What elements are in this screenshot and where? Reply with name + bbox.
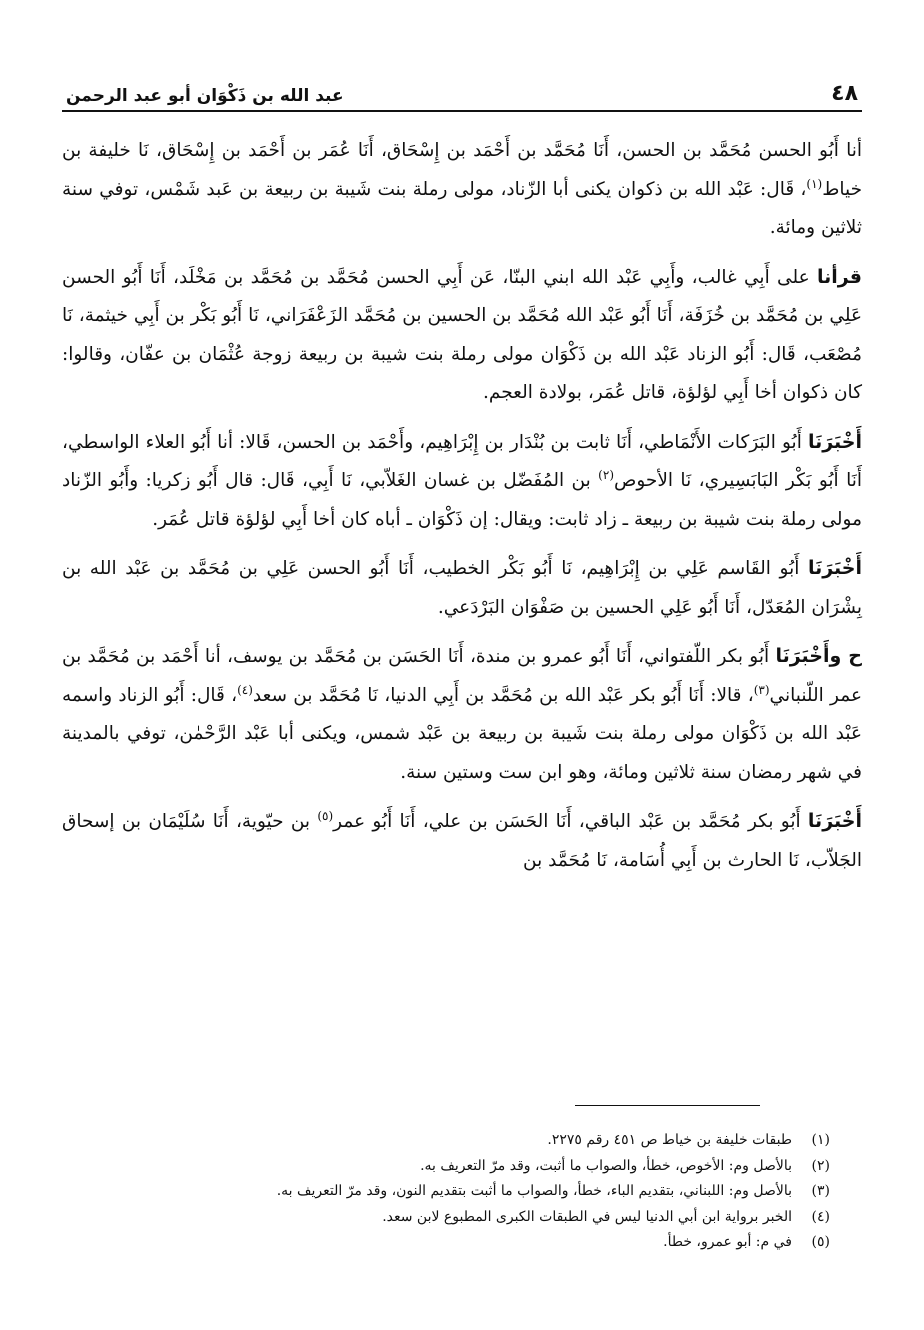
footnote-divider [575,1105,760,1106]
isnad-lead-word: أَخْبَرَنَا [807,557,862,579]
footnotes [110,1128,830,1256]
footnote-ref-4[interactable]: (٤) [237,682,253,697]
paragraph-text: أنا أَبُو الحسن مُحَمَّد بن الحسن، أَنَا مُحَمَّد بن أَحْمَد بن إِسْحَاق، أَنَا عُمَر بن أَحْمَد بن إِسْحَاق، نَا خليفة بن خياط [62,140,862,200]
paragraph-5 [62,637,862,792]
paragraph-text: ، قَال: أَبُو الزناد واسمه عَبْد الله بن ذَكْوَان مولى رملة بنت شَيبة بن ربيعة بن عَبْد شمس، ويكنى أبا عَبْد الرَّحْمٰن، توفي بالمدينة في شهر رمضان سنة ثلاثين ومائة، وهو ابن ست وستين سنة. [62,684,862,783]
footnote-text: بالأصل وم: اللبناني، بتقديم الباء، خطأ، والصواب ما أثبت بتقديم النون، وقد مرّ التعريف به. [276,1183,792,1199]
paragraph-text: بن حيّوية، أَنَا سُلَيْمَان بن إسحاق الجَلاّب، نَا الحارث بن أَبِي أُسَامة، نَا مُحَمَّد بن [62,811,862,871]
isnad-lead-word: أَخْبَرَنَا [807,810,862,832]
isnad-lead-word: قرأنا [816,265,862,288]
footnote-ref-2[interactable]: (٢) [598,467,614,482]
footnote-number: (٤) [811,1208,830,1225]
paragraph-text: ، قالا: أَنَا أَبُو بكر عَبْد الله بن مُحَمَّد بن أَبِي الدنيا، نَا مُحَمَّد بن سعد [252,684,754,706]
footnote-ref-5[interactable]: (٥) [317,808,334,823]
footnote-text: بالأصل وم: الأخوص، خطأ، والصواب ما أثبت، وقد مرّ التعريف به. [420,1157,792,1174]
book-page [62,70,862,890]
running-title: عبد الله بن ذَكْوَان أبو عبد الرحمن [66,86,344,106]
paragraph-text: على أَبِي غالب، وأَبِي عَبْد الله ابني البنّا، عَن أَبِي الحسن مُحَمَّد بن مُحَمَّد بن مَخْلَد، أَنَا أَبُو الحسن عَلِي بن مُحَمَّد بن خُزَفَة، أَنَا أَبُو عَبْد الله مُحَمَّد بن الحسين بن مُحَمَّد الزَعْفَرَاني، نَا أَبُو بَكْر بن أَبِي خيثمة، نَا مُصْعَب، قَال: أَبُو الزناد عَبْد الله بن ذَكْوَان مولى رملة بنت شيبة بن ربيعة زوجة عُثْمَان بن عفّان، وقالوا: كان ذكوان أخا أَبِي لؤلؤة، قاتل عُمَر، بولادة العجم. [62,266,862,403]
footnote-text: في م: أبو عمرو، خطأ. [663,1234,792,1250]
footnote-number: (٣) [811,1183,830,1199]
footnote-4 [110,1205,830,1231]
footnote-5 [110,1230,830,1256]
paragraph-text: أَبُو بكر مُحَمَّد بن عَبْد الباقي، أَنَا الحَسَن بن علي، أَنَا أَبُو عمر [333,811,808,832]
footnote-ref-1[interactable]: (١) [806,176,823,191]
paragraph-4 [62,549,862,627]
footnote-ref-3[interactable]: (٣) [753,682,770,697]
isnad-lead-word: ح وأَخْبَرَنَا [775,645,863,667]
paragraph-text: ، قَال: عَبْد الله بن ذكوان يكنى أبا الزّناد، مولى رملة بنت شَيبة بن ربيعة بن عَبد شَمْس، توفي سنة ثلاثين ومائة. [62,178,862,238]
footnote-text: طبقات خليفة بن خياط ص ٤٥١ رقم ٢٢٧٥. [547,1132,792,1148]
page-header [62,70,862,112]
paragraph-text: أَبُو البَرَكات الأَنْمَاطي، أَنَا ثابت بن بُنْدَار بن إِبْرَاهِيم، وأَحْمَد بن الحسن، قَالا: أنا أَبُو العلاء الواسطي، أَنَا أَبُو بَكْر البَابَسِيري، نَا الأحوص [62,431,862,491]
paragraph-6 [62,802,862,880]
paragraph-text: أَبُو القَاسم عَلِي بن إِبْرَاهِيم، نَا أَبُو بَكْر الخطيب، أَنَا أَبُو الحسن عَلِي بن مُحَمَّد بن عَبْد الله بن بِشْرَان المُعَدّل، أَنَا أَبُو عَلِي الحسين بن صَفْوَان البَرْدَعي. [62,558,862,618]
page-number: ٤٨ [831,81,858,106]
paragraph-text: بن المُفَضّل بن غسان الغَلاّبي، نَا أَبِي، قَال: قال أَبُو زكريا: وأَبُو الزّناد مولى رملة بنت شيبة بن ربيعة ـ زاد ثابت: ويقال: إن ذَكْوَان ـ أباه كان أخا أَبِي لؤلؤة قاتل عُمَر. [62,470,862,530]
paragraph-1 [62,132,862,248]
main-text [62,132,862,880]
footnote-number: (٥) [811,1234,830,1250]
footnote-2 [110,1154,830,1180]
paragraph-3 [62,423,862,540]
isnad-lead-word: أَخْبَرَنَا [807,430,862,453]
footnote-1 [110,1128,830,1154]
paragraph-text: أَبُو بكر اللّفتواني، أَنَا أَبُو عمرو بن مندة، أَنَا الحَسَن بن مُحَمَّد بن يوسف، أنا أَحْمَد بن مُحَمَّد بن عمر اللّنباني [62,646,862,706]
footnote-text: الخبر برواية ابن أبي الدنيا ليس في الطبقات الكبرى المطبوع لابن سعد. [382,1208,792,1225]
paragraph-2 [62,258,862,413]
footnote-number: (١) [811,1132,830,1148]
footnote-3 [110,1179,830,1205]
footnote-number: (٢) [811,1157,830,1174]
